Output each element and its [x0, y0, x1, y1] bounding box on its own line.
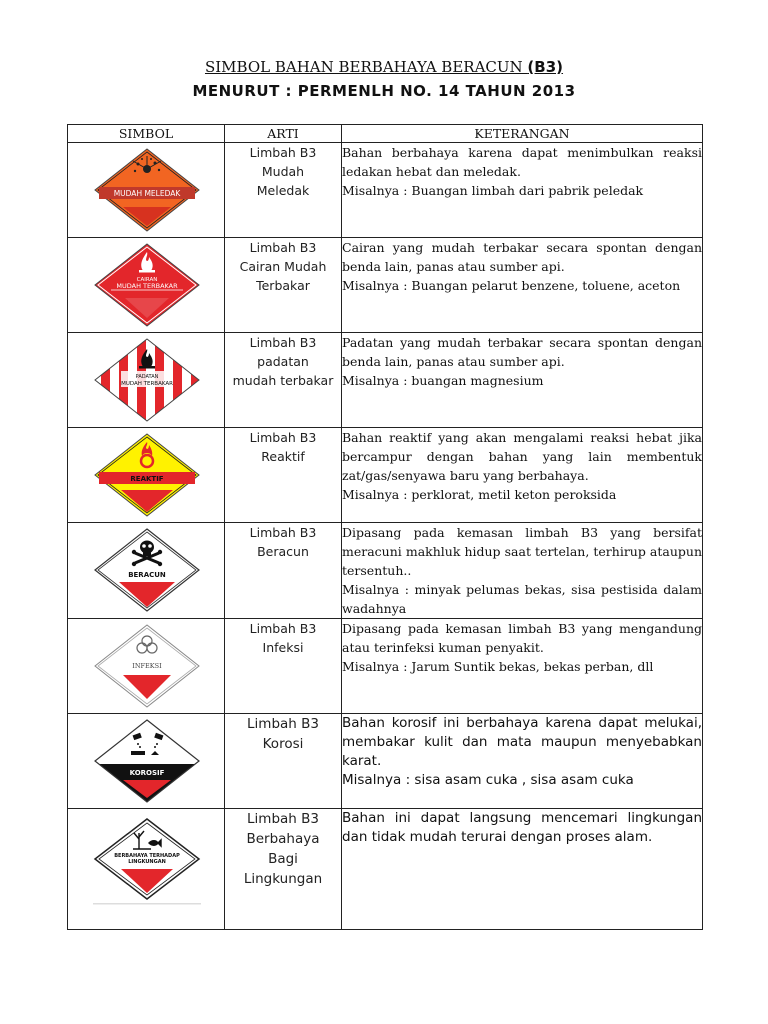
arti-line: Limbah B3 [249, 145, 317, 160]
header-arti: ARTI [225, 125, 342, 143]
arti-line: Limbah B3 [249, 525, 317, 540]
keterangan-cell [342, 333, 703, 428]
keterangan-cell [342, 523, 703, 619]
keterangan-text: Dipasang pada kemasan limbah B3 yang mengandung atau terinfeksi kuman penyakit. [342, 621, 702, 655]
table-row [68, 238, 703, 333]
keterangan-text: Cairan yang mudah terbakar secara spontan dengan benda lain, panas atau sumber api. [342, 240, 702, 274]
infectious-symbol [93, 623, 201, 709]
symbol-label-bottom: MUDAH TERBAKAR [116, 282, 178, 290]
b3-symbol-table [67, 124, 703, 930]
environmental-hazard-symbol [93, 815, 201, 907]
symbol-cell [68, 714, 225, 809]
arti-cell [225, 333, 342, 428]
symbol-cell [68, 333, 225, 428]
keterangan-example: Misalnya : sisa asam cuka , sisa asam cuka [342, 772, 634, 788]
title-main: SIMBOL BAHAN BERBAHAYA BERACUN [204, 58, 528, 76]
keterangan-example: Misalnya : Jarum Suntik bekas, bekas perban, dll [342, 659, 654, 674]
arti-line: Lingkungan [243, 871, 323, 887]
symbol-cell [68, 619, 225, 714]
keterangan-text: Bahan korosif ini berbahaya karena dapat melukai, membakar kulit dan mata maupun menyebabkan karat. [342, 715, 702, 769]
symbol-label-top: PADATAN [135, 374, 159, 380]
keterangan-cell [342, 428, 703, 523]
symbol-label-top: CAIRAN [136, 277, 158, 283]
arti-line: Limbah B3 [249, 335, 317, 350]
arti-line: Limbah B3 [249, 240, 317, 255]
symbol-cell [68, 143, 225, 238]
arti-line: Mudah [261, 164, 305, 179]
arti-line: Infeksi [262, 640, 304, 655]
table-row [68, 809, 703, 930]
arti-line: Terbakar [256, 278, 310, 293]
symbol-label: INFEKSI [132, 662, 162, 670]
arti-cell [225, 238, 342, 333]
keterangan-cell [342, 238, 703, 333]
flammable-liquid-symbol [93, 242, 201, 328]
keterangan-cell [342, 619, 703, 714]
header-simbol: SIMBOL [68, 125, 225, 143]
keterangan-text: Padatan yang mudah terbakar secara spontan dengan benda lain, panas atau sumber api. [342, 335, 702, 369]
symbol-label: REAKTIF [130, 475, 164, 483]
keterangan-text: Bahan reaktif yang akan mengalami reaksi hebat jika bercampur dengan bahan yang lain membentuk zat/gas/senyawa baru yang berbahaya. [342, 430, 702, 483]
table-row [68, 428, 703, 523]
arti-line: Korosi [262, 736, 304, 752]
symbol-cell [68, 238, 225, 333]
arti-line: Berbahaya [246, 831, 320, 847]
arti-line: Limbah B3 [249, 430, 317, 445]
toxic-symbol [93, 527, 201, 613]
symbol-cell [68, 809, 225, 930]
arti-line: Bagi [268, 851, 298, 867]
table-row [68, 714, 703, 809]
keterangan-cell [342, 809, 703, 930]
document-subtitle: MENURUT : PERMENLH NO. 14 TAHUN 2013 [192, 82, 576, 100]
explosive-symbol [93, 147, 201, 233]
flammable-solid-symbol [93, 337, 201, 423]
table-header-row [68, 125, 703, 143]
arti-cell [225, 523, 342, 619]
symbol-label-bottom: LINGKUNGAN [128, 859, 166, 865]
keterangan-example: Misalnya : minyak pelumas bekas, sisa pestisida dalam wadahnya [342, 582, 702, 616]
document-title [0, 58, 768, 76]
symbol-label-bottom: MUDAH TERBAKAR [121, 381, 173, 387]
header-keterangan: KETERANGAN [342, 125, 703, 143]
symbol-label: KOROSIF [129, 769, 165, 777]
keterangan-text: Bahan ini dapat langsung mencemari lingkungan dan tidak mudah terurai dengan proses alam. [342, 810, 702, 845]
arti-line: Reaktif [261, 449, 305, 464]
keterangan-text: Dipasang pada kemasan limbah B3 yang bersifat meracuni makhluk hidup saat tertelan, terhirup ataupun tersentuh.. [342, 525, 702, 578]
symbol-label: MUDAH MELEDAK [113, 189, 181, 198]
keterangan-example: Misalnya : Buangan limbah dari pabrik peledak [342, 183, 644, 198]
arti-line: Limbah B3 [247, 716, 319, 732]
table-row [68, 523, 703, 619]
symbol-cell [68, 428, 225, 523]
arti-cell [225, 619, 342, 714]
symbol-label-top: BERBAHAYA TERHADAP [114, 853, 180, 859]
table-row [68, 143, 703, 238]
arti-cell [225, 428, 342, 523]
arti-cell [225, 143, 342, 238]
corrosive-symbol [93, 718, 201, 804]
arti-line: Meledak [256, 183, 310, 198]
keterangan-example: Misalnya : perklorat, metil keton peroksida [342, 487, 617, 502]
reactive-symbol [93, 432, 201, 518]
arti-line: Cairan Mudah [239, 259, 327, 274]
arti-cell [225, 809, 342, 930]
symbol-label: BERACUN [128, 571, 166, 579]
keterangan-example: Misalnya : Buangan pelarut benzene, toluene, aceton [342, 278, 681, 293]
table-row [68, 333, 703, 428]
table-row [68, 619, 703, 714]
arti-line: Beracun [257, 544, 309, 559]
arti-line: padatan [257, 354, 309, 369]
symbol-cell [68, 523, 225, 619]
keterangan-example: Misalnya : buangan magnesium [342, 373, 544, 388]
arti-line: Limbah B3 [247, 811, 319, 827]
title-bold: (B3) [527, 58, 564, 76]
keterangan-cell [342, 143, 703, 238]
keterangan-text: Bahan berbahaya karena dapat menimbulkan reaksi ledakan hebat dan meledak. [342, 145, 702, 179]
arti-line: mudah terbakar [232, 373, 334, 388]
keterangan-cell [342, 714, 703, 809]
arti-cell [225, 714, 342, 809]
arti-line: Limbah B3 [249, 621, 317, 636]
